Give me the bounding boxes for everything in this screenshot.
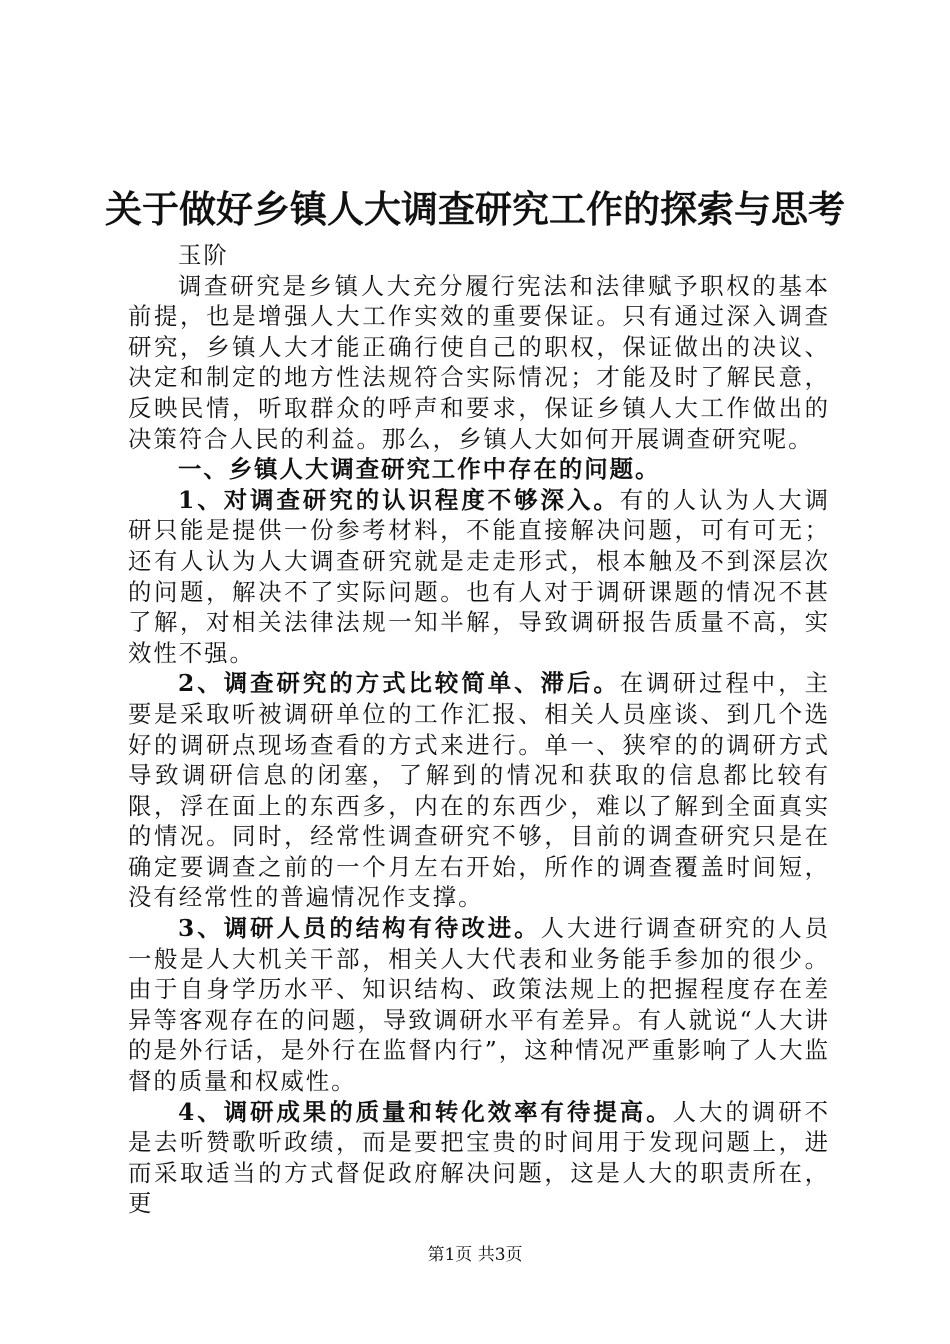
item-text: 人大进行调查研究的人员一般是人大机关干部，相关人大代表和业务能手参加的很少。由于自身学历水平、知识结构、政策法规上的把握程度存在差异等客观存在的问题，导致调研水平有差异。有人就说“人大讲的是外行话，是外行在监督内行”，这种情况严重影响了人大监督的质量和权威性。 — [128, 914, 831, 1096]
list-item — [128, 668, 830, 913]
item-lead: 4、调研成果的质量和转化效率有待提高。 — [178, 1097, 673, 1126]
document-title: 关于做好乡镇人大调查研究工作的探索与思考 — [105, 188, 845, 231]
section-heading: 一、乡镇人大调查研究工作中存在的问题。 — [178, 455, 661, 484]
item-text: 人大的调研不是去听赞歌听政绩，而是要把宝贵的时间用于发现问题上，进而采取适当的方式督促政府解决问题，这是人大的职责所在，更 — [128, 1097, 830, 1218]
page-footer: 第1页 共3页 — [427, 1245, 523, 1265]
item-text: 有的人认为人大调研只能是提供一份参考材料，不能直接解决问题，可有可无；还有人认为人大调查研究就是走走形式，根本触及不到深层次的问题，解决不了实际问题。也有人对于调研课题的情况不甚了解，对相关法律法规一知半解，导致调研报告质量不高，实效性不强。 — [128, 485, 831, 667]
item-lead: 1、对调查研究的认识程度不够深入。 — [178, 485, 620, 514]
list-item — [128, 913, 830, 1097]
document-body — [128, 240, 830, 1219]
item-lead: 3、调研人员的结构有待改进。 — [178, 914, 541, 943]
list-item — [128, 485, 830, 669]
intro-paragraph: 调查研究是乡镇人大充分履行宪法和法律赋予职权的基本前提，也是增强人大工作实效的重要保证。只有通过深入调查研究，乡镇人大才能正确行使自己的职权，保证做出的决议、决定和制定的地方性法规符合实际情况；才能及时了解民意，反映民情，听取群众的呼声和要求，保证乡镇人大工作做出的决策符合人民的利益。那么，乡镇人大如何开展调查研究呢。 — [128, 271, 830, 453]
list-item — [128, 1097, 830, 1219]
item-lead: 2、调查研究的方式比较简单、滞后。 — [178, 669, 620, 698]
item-text: 在调研过程中，主要是采取听被调研单位的工作汇报、相关人员座谈、到几个选好的调研点现场查看的方式来进行。单一、狭窄的的调研方式导致调研信息的闭塞，了解到的情况和获取的信息都比较有限，浮在面上的东西多，内在的东西少，难以了解到全面真实的情况。同时，经常性调查研究不够，目前的调查研究只是在确定要调查之前的一个月左右开始，所作的调查覆盖时间短，没有经常性的普遍情况作支撑。 — [128, 669, 831, 912]
author-name: 玉阶 — [178, 241, 229, 269]
